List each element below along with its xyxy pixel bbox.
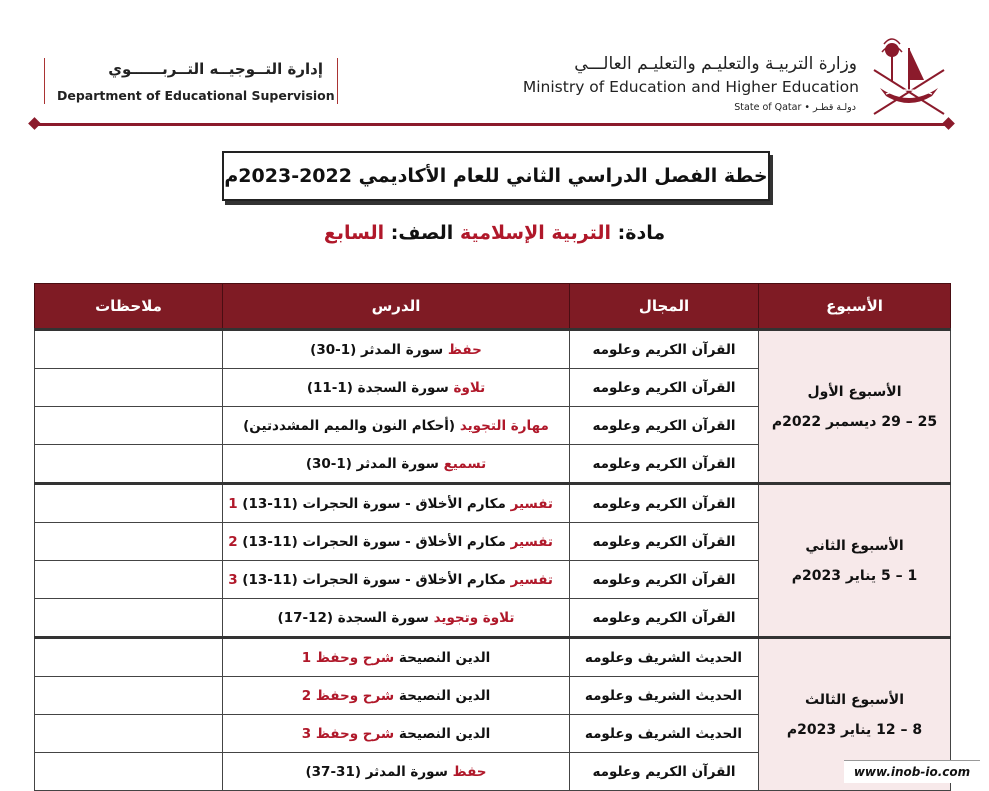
department-block [44, 58, 338, 104]
lesson-keyword: حفظ [447, 341, 482, 358]
lesson-cell [223, 638, 570, 677]
lesson-text: سورة المدثر (1-30) [310, 341, 444, 358]
notes-cell [35, 369, 223, 407]
week-name: الأسبوع الثالث [804, 691, 905, 708]
subject-label: مادة: [617, 222, 666, 244]
week-cell [759, 330, 951, 484]
lesson-text: الدين النصيحة [398, 725, 491, 742]
week-dates: 8 – 12 يناير 2023م [786, 721, 923, 738]
table-row [35, 638, 951, 677]
notes-cell [35, 330, 223, 369]
lesson-text: الدين النصيحة [398, 649, 491, 666]
ministry-name-english: Ministry of Education and Higher Education [522, 78, 859, 96]
subject-value: التربية الإسلامية [459, 222, 612, 244]
lesson-text: مكارم الأخلاق - سورة الحجرات (11-13) [242, 533, 506, 550]
week-name: الأسبوع الأول [807, 383, 902, 400]
header-domain: المجال [570, 284, 759, 330]
study-plan-table [34, 283, 951, 791]
domain-cell: القرآن الكريم وعلومه [570, 330, 759, 369]
notes-cell [35, 677, 223, 715]
week-cell [759, 484, 951, 638]
lesson-cell [223, 445, 570, 484]
lesson-cell [223, 677, 570, 715]
header-notes: ملاحظات [35, 284, 223, 330]
lesson-cell [223, 484, 570, 523]
notes-cell [35, 638, 223, 677]
lesson-keyword: مهارة التجويد [459, 417, 549, 434]
notes-cell [35, 445, 223, 484]
lesson-text: الدين النصيحة [398, 687, 491, 704]
lesson-text: (أحكام النون والميم المشددتين) [243, 417, 456, 434]
notes-cell [35, 407, 223, 445]
week-name: الأسبوع الثاني [805, 537, 904, 554]
notes-cell [35, 523, 223, 561]
lesson-number: 2 [228, 533, 238, 550]
table-row [35, 330, 951, 369]
lesson-number: 2 [301, 687, 312, 704]
domain-cell: القرآن الكريم وعلومه [570, 369, 759, 407]
notes-cell [35, 715, 223, 753]
domain-cell: القرآن الكريم وعلومه [570, 599, 759, 638]
ministry-name-arabic: وزارة التربيـة والتعليـم والتعليـم العالـــي [574, 54, 857, 74]
domain-cell: الحديث الشريف وعلومه [570, 715, 759, 753]
lesson-number: 1 [301, 649, 312, 666]
department-name-english: Department of Educational Supervision [57, 88, 335, 103]
domain-cell: الحديث الشريف وعلومه [570, 638, 759, 677]
lesson-keyword: تفسير [510, 533, 553, 550]
grade-label: الصف: [390, 222, 454, 244]
lesson-number: 1 [228, 495, 238, 512]
lesson-cell [223, 369, 570, 407]
notes-cell [35, 561, 223, 599]
lesson-keyword: تفسير [510, 495, 553, 512]
lesson-keyword: حفظ [452, 763, 487, 780]
notes-cell [35, 753, 223, 791]
lesson-text: سورة المدثر (31-37) [305, 763, 448, 780]
lesson-cell [223, 599, 570, 638]
site-watermark: www.inob-io.com [844, 760, 980, 783]
week-dates: 25 – 29 ديسمبر 2022م [771, 413, 938, 430]
domain-cell: الحديث الشريف وعلومه [570, 677, 759, 715]
lesson-text: سورة السجدة (1-11) [306, 379, 449, 396]
grade-value: السابع [323, 222, 385, 244]
lesson-text: سورة السجدة (12-17) [277, 609, 429, 626]
lesson-number: 3 [228, 571, 238, 588]
lesson-text: مكارم الأخلاق - سورة الحجرات (11-13) [242, 571, 506, 588]
lesson-text: مكارم الأخلاق - سورة الحجرات (11-13) [242, 495, 506, 512]
lesson-keyword: شرح وحفظ [315, 687, 395, 704]
lesson-number: 3 [301, 725, 312, 742]
header-week: الأسبوع [759, 284, 951, 330]
state-of-qatar-label: State of Qatar • دولـة قطـر [734, 102, 856, 113]
lesson-keyword: تلاوة [453, 379, 486, 396]
lesson-keyword: شرح وحفظ [315, 649, 395, 666]
lesson-keyword: تلاوة وتجويد [433, 609, 515, 626]
domain-cell: القرآن الكريم وعلومه [570, 523, 759, 561]
ministry-emblem-logo [866, 30, 952, 122]
lesson-cell [223, 715, 570, 753]
lesson-keyword: تسميع [443, 455, 487, 472]
notes-cell [35, 484, 223, 523]
domain-cell: القرآن الكريم وعلومه [570, 445, 759, 484]
divider-end-ornament [28, 117, 41, 130]
domain-cell: القرآن الكريم وعلومه [570, 561, 759, 599]
lesson-text: سورة المدثر (1-30) [305, 455, 439, 472]
lesson-cell [223, 561, 570, 599]
plan-title: خطة الفصل الدراسي الثاني للعام الأكاديمي 2022-2023م [222, 151, 770, 201]
notes-cell [35, 599, 223, 638]
lesson-cell [223, 330, 570, 369]
subject-line [0, 222, 989, 244]
table-row [35, 484, 951, 523]
domain-cell: القرآن الكريم وعلومه [570, 753, 759, 791]
table-header-row [35, 284, 951, 330]
department-name-arabic: إدارة التــوجيــه التــربــــــوي [108, 60, 323, 78]
header-divider [34, 123, 948, 126]
lesson-keyword: شرح وحفظ [315, 725, 395, 742]
lesson-keyword: تفسير [510, 571, 553, 588]
header-lesson: الدرس [223, 284, 570, 330]
lesson-cell [223, 753, 570, 791]
domain-cell: القرآن الكريم وعلومه [570, 407, 759, 445]
lesson-cell [223, 523, 570, 561]
domain-cell: القرآن الكريم وعلومه [570, 484, 759, 523]
lesson-cell [223, 407, 570, 445]
week-dates: 1 – 5 يناير 2023م [791, 567, 918, 584]
